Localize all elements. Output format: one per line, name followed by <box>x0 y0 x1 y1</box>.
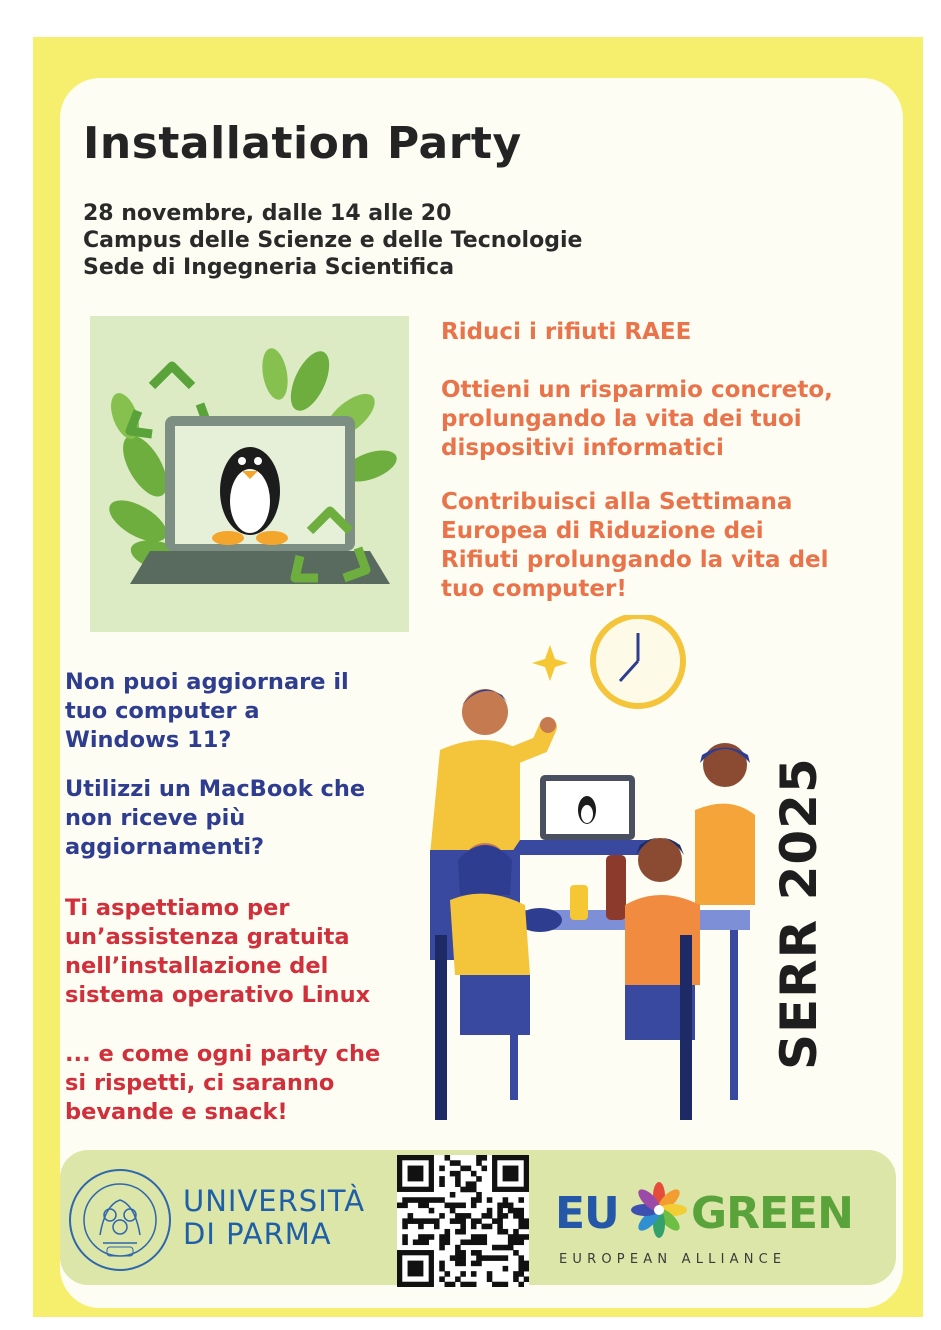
green-word: GREEN <box>691 1188 853 1239</box>
event-campus: Campus delle Scienze e delle Tecnologie <box>83 228 583 253</box>
qr-module <box>460 1250 466 1256</box>
qr-module <box>487 1255 493 1261</box>
qr-module <box>503 1282 509 1287</box>
qr-module <box>434 1197 440 1203</box>
qr-module <box>423 1234 429 1240</box>
qr-module <box>497 1213 503 1219</box>
qr-module <box>413 1218 419 1224</box>
qr-module <box>476 1239 482 1245</box>
qr-module <box>439 1276 445 1282</box>
benefit-contribute-line: Contribuisci alla Settimana <box>441 489 793 515</box>
qr-module <box>497 1282 503 1287</box>
qr-module <box>513 1239 519 1245</box>
qr-module <box>508 1245 514 1251</box>
qr-module <box>450 1160 456 1166</box>
qr-module <box>402 1197 408 1203</box>
qr-module <box>455 1171 461 1177</box>
eu-word: EU <box>555 1188 619 1239</box>
qr-module <box>524 1234 529 1240</box>
qr-module <box>518 1208 524 1214</box>
qr-module <box>455 1261 461 1267</box>
qr-module <box>524 1224 529 1230</box>
qr-module <box>439 1266 445 1272</box>
qr-module <box>450 1192 456 1198</box>
benefit-raee <box>441 318 691 347</box>
qr-module <box>471 1224 477 1230</box>
qr-module <box>471 1181 477 1187</box>
qr-module <box>524 1261 529 1267</box>
question-macbook-line: aggiornamenti? <box>65 834 265 860</box>
qr-module <box>445 1239 451 1245</box>
invitation-snacks-line: bevande e snack! <box>65 1099 288 1125</box>
qr-module <box>429 1234 435 1240</box>
laptop-penguin-illustration <box>90 316 409 632</box>
qr-module <box>402 1203 408 1209</box>
qr-module <box>418 1224 424 1230</box>
qr-module <box>487 1271 493 1277</box>
benefit-saving-line: prolungando la vita dei tuoi <box>441 406 802 432</box>
question-macbook-line: non riceve più <box>65 805 246 831</box>
qr-module <box>418 1197 424 1203</box>
qr-module <box>508 1239 514 1245</box>
qr-module <box>503 1266 509 1272</box>
qr-module <box>503 1203 509 1209</box>
qr-module <box>423 1218 429 1224</box>
qr-module <box>455 1181 461 1187</box>
qr-module <box>429 1208 435 1214</box>
qr-module <box>460 1224 466 1230</box>
qr-module <box>518 1213 524 1219</box>
qr-module <box>518 1224 524 1230</box>
qr-module <box>524 1218 529 1224</box>
qr-module <box>487 1213 493 1219</box>
qr-module <box>439 1261 445 1267</box>
qr-module <box>508 1208 514 1214</box>
qr-module <box>402 1234 408 1240</box>
invitation-snacks <box>65 1040 380 1127</box>
invitation-assist-line: nell’installazione del <box>65 953 329 979</box>
qr-module <box>445 1271 451 1277</box>
qr-module <box>471 1187 477 1193</box>
qr-module <box>466 1239 472 1245</box>
qr-module <box>450 1255 456 1261</box>
qr-module <box>481 1166 487 1172</box>
qr-module <box>476 1197 482 1203</box>
university-seal-icon <box>65 1165 175 1275</box>
qr-module <box>471 1282 477 1287</box>
qr-module <box>439 1234 445 1240</box>
qr-module <box>471 1197 477 1203</box>
qr-module <box>429 1197 435 1203</box>
qr-module <box>455 1276 461 1282</box>
qr-module <box>418 1234 424 1240</box>
qr-module <box>460 1229 466 1235</box>
qr-module <box>429 1218 435 1224</box>
qr-module <box>503 1197 509 1203</box>
qr-module <box>455 1229 461 1235</box>
qr-module <box>455 1255 461 1261</box>
qr-module <box>513 1271 519 1277</box>
qr-module <box>413 1197 419 1203</box>
qr-module <box>481 1213 487 1219</box>
qr-module <box>476 1255 482 1261</box>
qr-module <box>455 1176 461 1182</box>
qr-module <box>418 1239 424 1245</box>
qr-module <box>497 1229 503 1235</box>
qr-module <box>439 1197 445 1203</box>
qr-module <box>476 1250 482 1256</box>
invitation-assist-line: un’assistenza gratuita <box>65 924 350 950</box>
qr-module <box>471 1203 477 1209</box>
qr-finder <box>408 1166 424 1182</box>
qr-module <box>445 1229 451 1235</box>
qr-module <box>423 1239 429 1245</box>
event-date-time: 28 novembre, dalle 14 alle 20 <box>83 201 452 226</box>
qr-module <box>455 1218 461 1224</box>
qr-module <box>460 1239 466 1245</box>
qr-module <box>487 1276 493 1282</box>
qr-module <box>492 1255 498 1261</box>
qr-module <box>439 1166 445 1172</box>
qr-module <box>508 1203 514 1209</box>
qr-module <box>460 1271 466 1277</box>
qr-module <box>492 1245 498 1251</box>
qr-module <box>476 1192 482 1198</box>
qr-module <box>445 1155 451 1161</box>
qr-module <box>513 1208 519 1214</box>
qr-module <box>460 1261 466 1267</box>
event-venue: Sede di Ingegneria Scientifica <box>83 255 455 280</box>
benefit-raee-line: Riduci i rifiuti RAEE <box>441 319 692 345</box>
qr-module <box>466 1187 472 1193</box>
qr-module <box>455 1203 461 1209</box>
qr-module <box>434 1224 440 1230</box>
qr-module <box>471 1171 477 1177</box>
qr-module <box>476 1155 482 1161</box>
qr-module <box>497 1255 503 1261</box>
qr-module <box>471 1239 477 1245</box>
qr-module <box>460 1282 466 1287</box>
qr-module <box>476 1261 482 1267</box>
qr-module <box>402 1218 408 1224</box>
benefit-contribute-line: Rifiuti prolungando la vita del <box>441 547 829 573</box>
qr-module <box>408 1197 414 1203</box>
qr-module <box>460 1203 466 1209</box>
qr-finder <box>503 1166 519 1182</box>
qr-code[interactable] <box>397 1155 529 1287</box>
qr-module <box>450 1218 456 1224</box>
benefit-contribute <box>441 488 829 604</box>
qr-module <box>518 1261 524 1267</box>
qr-module <box>513 1229 519 1235</box>
qr-module <box>455 1250 461 1256</box>
qr-module <box>450 1171 456 1177</box>
qr-module <box>476 1176 482 1182</box>
qr-module <box>518 1282 524 1287</box>
qr-module <box>460 1255 466 1261</box>
qr-module <box>481 1224 487 1230</box>
qr-module <box>518 1255 524 1261</box>
qr-module <box>408 1218 414 1224</box>
qr-module <box>497 1203 503 1209</box>
invitation-assist <box>65 894 370 1010</box>
qr-module <box>497 1208 503 1214</box>
qr-module <box>460 1166 466 1172</box>
qr-module <box>402 1224 408 1230</box>
benefit-saving-line: dispositivi informatici <box>441 435 724 461</box>
benefit-contribute-line: tuo computer! <box>441 576 627 602</box>
qr-module <box>439 1176 445 1182</box>
qr-module <box>408 1213 414 1219</box>
qr-module <box>450 1208 456 1214</box>
question-windows <box>65 668 349 755</box>
serr-2025-label: SERR 2025 <box>770 757 828 1070</box>
poster-title: Installation Party <box>83 118 522 169</box>
qr-module <box>439 1213 445 1219</box>
qr-module <box>497 1224 503 1230</box>
qr-module <box>423 1197 429 1203</box>
qr-module <box>439 1239 445 1245</box>
qr-module <box>513 1276 519 1282</box>
qr-module <box>476 1218 482 1224</box>
question-macbook <box>65 775 365 862</box>
qr-module <box>471 1234 477 1240</box>
eu-green-tagline: EUROPEAN ALLIANCE <box>559 1252 787 1267</box>
qr-module <box>481 1255 487 1261</box>
qr-module <box>439 1245 445 1251</box>
qr-module <box>466 1213 472 1219</box>
qr-module <box>413 1239 419 1245</box>
qr-module <box>487 1197 493 1203</box>
qr-module <box>518 1197 524 1203</box>
benefit-saving-line: Ottieni un risparmio concreto, <box>441 377 833 403</box>
qr-module <box>492 1282 498 1287</box>
event-info <box>83 200 582 281</box>
university-name-line: UNIVERSITÀ <box>183 1184 366 1218</box>
qr-module <box>518 1218 524 1224</box>
qr-module <box>503 1245 509 1251</box>
qr-module <box>487 1208 493 1214</box>
qr-module <box>503 1229 509 1235</box>
qr-module <box>455 1245 461 1251</box>
university-name <box>183 1185 365 1251</box>
invitation-snacks-line: si rispetti, ci saranno <box>65 1070 335 1096</box>
university-name-line: DI PARMA <box>183 1217 332 1251</box>
qr-module <box>460 1213 466 1219</box>
qr-module <box>471 1218 477 1224</box>
qr-module <box>481 1234 487 1240</box>
qr-module <box>418 1203 424 1209</box>
benefit-contribute-line: Europea di Riduzione dei <box>441 518 764 544</box>
qr-module <box>513 1250 519 1256</box>
qr-module <box>497 1218 503 1224</box>
qr-module <box>418 1218 424 1224</box>
qr-module <box>423 1203 429 1209</box>
question-windows-line: Windows 11? <box>65 727 232 753</box>
qr-module <box>450 1282 456 1287</box>
invitation-snacks-line: ... e come ogni party che <box>65 1041 381 1067</box>
qr-module <box>524 1276 529 1282</box>
qr-module <box>455 1160 461 1166</box>
qr-module <box>492 1218 498 1224</box>
qr-module <box>518 1266 524 1272</box>
qr-module <box>518 1271 524 1277</box>
qr-module <box>497 1245 503 1251</box>
question-windows-line: tuo computer a <box>65 698 260 724</box>
qr-module <box>508 1234 514 1240</box>
qr-module <box>524 1266 529 1272</box>
eu-green-logo <box>555 1180 865 1280</box>
qr-module <box>439 1181 445 1187</box>
qr-module <box>434 1218 440 1224</box>
eu-green-flower-icon <box>629 1180 689 1240</box>
qr-module <box>460 1187 466 1193</box>
qr-module <box>466 1181 472 1187</box>
qr-finder <box>408 1261 424 1277</box>
question-macbook-line: Utilizzi un MacBook che <box>65 776 366 802</box>
qr-module <box>445 1282 451 1287</box>
benefit-saving <box>441 376 833 463</box>
qr-module <box>460 1218 466 1224</box>
qr-module <box>476 1234 482 1240</box>
qr-module <box>476 1160 482 1166</box>
qr-module <box>445 1203 451 1209</box>
qr-module <box>481 1155 487 1161</box>
qr-module <box>466 1282 472 1287</box>
qr-module <box>513 1234 519 1240</box>
invitation-assist-line: Ti aspettiamo per <box>65 895 290 921</box>
qr-module <box>397 1203 403 1209</box>
invitation-assist-line: sistema operativo Linux <box>65 982 371 1008</box>
qr-module <box>471 1261 477 1267</box>
qr-module <box>471 1250 477 1256</box>
question-windows-line: Non puoi aggiornare il <box>65 669 349 695</box>
qr-module <box>518 1239 524 1245</box>
qr-module <box>481 1239 487 1245</box>
people-at-table-illustration <box>410 615 785 1130</box>
qr-module <box>513 1213 519 1219</box>
qr-module <box>450 1203 456 1209</box>
qr-module <box>471 1271 477 1277</box>
qr-module <box>503 1213 509 1219</box>
qr-module <box>445 1234 451 1240</box>
qr-module <box>518 1234 524 1240</box>
qr-module <box>466 1166 472 1172</box>
qr-module <box>455 1213 461 1219</box>
qr-module <box>402 1239 408 1245</box>
qr-module <box>503 1255 509 1261</box>
qr-module <box>487 1224 493 1230</box>
